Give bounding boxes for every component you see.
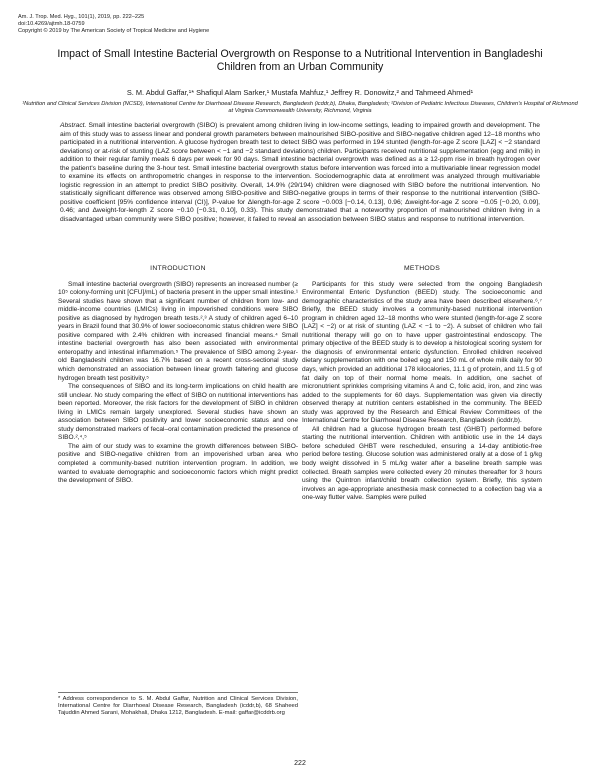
page-number: 222	[294, 760, 306, 767]
methods-paragraph: All children had a glucose hydrogen breath test (GHBT) performed before starting the nutritional intervention. Children with antibiotic use in the 14 days before scheduled GHBT were rescheduled, ensuring a 14-day antibiotic-free period before testing. Glucose solution was administered orally at a dose of 1 g/kg body weight dissolved in 5 mL/kg water after a baseline breath sample was collected. Breath samples were collected every 20 minutes thereafter for 3 hours using the Quintron infant/child breath collection system. Briefly, this system involves an age-appropriate anesthesia mask connected to a collection bag via a one-way flutter valve. Samples were pulled	[302, 425, 542, 502]
intro-paragraph: Small intestine bacterial overgrowth (SIBO) represents an increased number (≥ 10⁵ colony-forming unit [CFU]/mL) of bacteria present in the upper small intestine.¹ Several studies have shown that a significant number of children from low- and middle-income countries (LMICs) living in impoverished conditions were SIBO positive as diagnosed by hydrogen breath tests.²,³ A study of children aged 6–10 years in Brazil found that 30.9% of lower socioeconomic status children were SIBO positive compared with 2.4% children with increased financial means.⁴ Small intestine bacterial overgrowth has also been associated with environmental enteropathy and intestinal inflammation.⁵ The prevalence of SIBO among 2-year-old Bangladeshi children was 16.7% based on a recent cross-sectional study which demonstrated an association between linear growth faltering and glucose hydrogen breath test positivity.⁵	[58, 280, 298, 382]
abstract	[60, 122, 540, 225]
abstract-text: Small intestine bacterial overgrowth (SIBO) is prevalent among children living in low-income settings, leading to impaired growth and development. The aim of this study was to assess linear and ponderal growth parameters between malnourished SIBO-positive and SIBO-negative children aged 12–18 months who participated in a nutritional intervention. A glucose hydrogen breath test to detect SIBO was performed in 194 stunted (length-for-age Z score [LAZ] < −2 standard deviations) or at-risk of stunting (LAZ score between < −1 and −2 standard deviations) children. Participants received nutritional supplementation (egg and milk) in addition to their regular family meals 6 days per week for 90 days. Small intestine bacterial overgrowth was defined as a ≥ 12-ppm rise in breath hydrogen over the patient's baseline during the 3-hour test. Small intestine bacterial overgrowth status before intervention was forced into a multivariable linear regression model to examine its effects on anthropometric changes in response to the intervention. Sociodemographic data at enrollment was analyzed through multivariable logistic regression in an attempt to predict SIBO positivity. Overall, 14.9% (29/194) children were diagnosed with SIBO before the nutritional intervention. No statistically significant difference was observed among SIBO-positive and SIBO-negative groups in terms of their response to the nutritional intervention (SIBO-positive coefficient [95% confidence interval (CI)], P-value for Δlength-for-age Z score −0.003 [−0.14, 0.13], 0.96; Δweight-for-age Z score −0.05 [−0.20, 0.09], 0.46; and Δweight-for-length Z score −0.10 [−0.31, 0.10], 0.33). This study demonstrated that a noteworthy proportion of malnourished children living in a disadvantaged urban community were SIBO positive; however, it failed to reveal an association between SIBO status and response to nutritional intervention.	[60, 122, 541, 224]
intro-paragraph: The aim of our study was to examine the growth differences between SIBO-positive and SIBO-negative children from an impoverished urban area who completed a community-based nutrition intervention program. In addition, we wanted to evaluate demographic and socioeconomic factors which might predict the development of SIBO.	[58, 442, 298, 485]
right-column	[302, 265, 542, 503]
methods-heading: METHODS	[403, 265, 441, 272]
left-column	[58, 265, 298, 486]
intro-paragraph: The consequences of SIBO and its long-term implications on child health are still unclear. No study comparing the effect of SIBO on nutritional interventions has been reported. Moreover, the risk factors for the development of SIBO in children living in LMICs remain largely unexplored. Several studies have shown an association between SIBO positivity and lower socioeconomic status and one study demonstrated markers of fecal–oral contamination predicted the presence of SIBO.²,⁴,⁵	[58, 383, 298, 442]
correspondence-footnote: * Address correspondence to S. M. Abdul Gaffar, Nutrition and Clinical Services Division, International Centre for Diarrhoeal Disease Research, Bangladesh (icddr,b), 68 Shaheed Tajuddin Ahmed Sarani, Mohakhali, Dhaka 1212, Bangladesh. E-mail: gaffar@icddrb.org	[58, 692, 298, 718]
methods-paragraph: Participants for this study were selected from the ongoing Bangladesh Environmental Enteric Dysfunction (BEED) study. The socioeconomic and demographic characteristics of the study area have been described elsewhere.⁶,⁷ Briefly, the BEED study involves a community-based nutritional intervention program in children aged 12–18 months who were stunted (length-for-age Z score [LAZ] < −2) or at risk of stunting (LAZ < −1 to −2). A subset of children who fail nutritional therapy will go on to have upper gastrointestinal endoscopy. The primary objective of the BEED study is to develop a histological scoring system for the diagnosis of environmental enteric dysfunction. Enrolled children received dietary supplementation with one boiled egg and 150 mL of whole milk daily for 90 days, which provided an additional 178 kilocalories, 11.1 g of protein, and 11.5 g of fat daily on top of their normal home meals. In addition, one sachet of micronutrient sprinkles comprising vitamins A and C, folic acid, iron, and zinc was added to the supplements for 60 days. Supplementation was given via directly observed therapy at nutrition centers established in the community. The BEED study was approved by the Research and Ethical Review Committees of the International Centre for Diarrhoeal Disease Research, Bangladesh (icddr,b).	[302, 280, 542, 425]
journal-header	[18, 14, 209, 35]
abstract-label: Abstract.	[60, 122, 87, 129]
author-list: S. M. Abdul Gaffar,¹* Shafiqul Alam Sarker,¹ Mustafa Mahfuz,¹ Jeffrey R. Donowitz,² and Tahmeed Ahmed¹	[126, 88, 474, 97]
intro-heading: INTRODUCTION	[150, 265, 206, 272]
journal-citation: Am. J. Trop. Med. Hyg., 101(1), 2019, pp. 222–225	[18, 14, 145, 20]
affiliations: ¹Nutrition and Clinical Services Division (NCSD), International Centre for Diarrhoeal Disease Research, Bangladesh (icddr,b), Dhaka, Bangladesh; ²Division of Pediatric Infectious Diseases, Children's Hospital of Richmond at Virginia Commonwealth University, Richmond, Virginia	[22, 101, 578, 115]
article-title: Impact of Small Intestine Bacterial Overgrowth on Response to a Nutritional Intervention in Bangladeshi Children from an Urban Community	[57, 48, 543, 73]
doi: doi:10.4269/ajtmh.18-0759	[18, 21, 85, 27]
copyright: Copyright © 2019 by The American Society of Tropical Medicine and Hygiene	[18, 28, 210, 34]
